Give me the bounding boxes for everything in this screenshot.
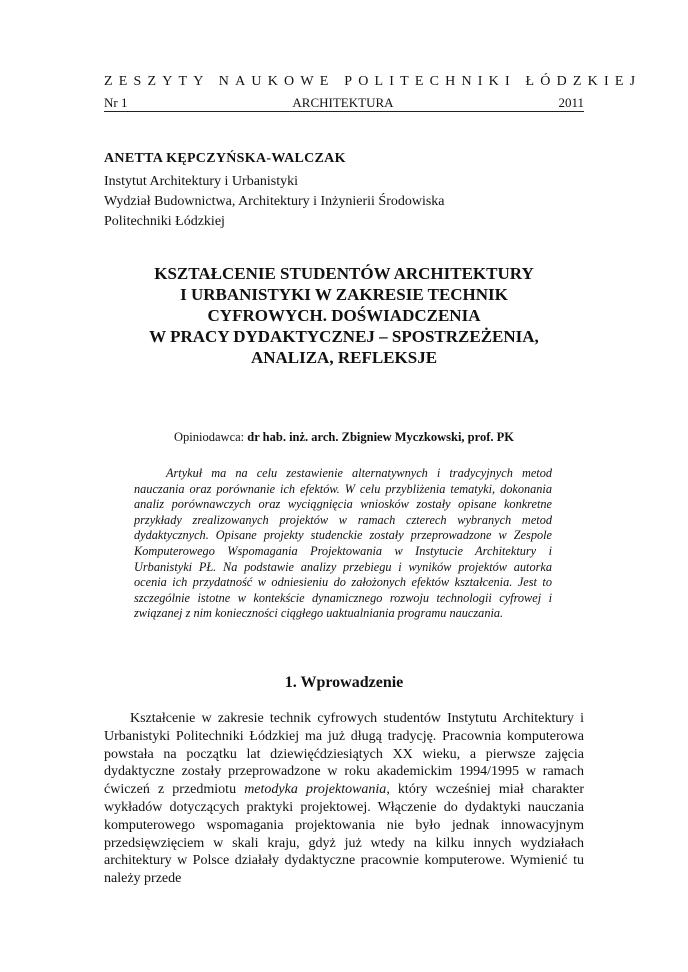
reviewer-label: Opiniodawca: bbox=[174, 430, 245, 444]
issue-line bbox=[104, 96, 584, 112]
abstract: Artykuł ma na celu zestawienie alternatywnych i tradycyjnych metod nauczania oraz porównanie ich efektów. W celu przybliżenia tematyki, dokonania analiz porównawczych oraz wyciągnięcia wniosków zostały opisane konkretne przykłady zrealizowanych projektów w ramach czterech wybranych metod dydaktycznych. Opisane projekty studenckie zostały przeprowadzone w Zespole Komputerowego Wspomagania Projektowania w Instytucie Architektury i Urbanistyki PŁ. Na podstawie analizy przebiegu i wyników projektów autorka ocenia ich przydatność w odniesieniu do założonych efektów kształcenia. Jest to szczególnie istotne w kontekście dynamicznego rozwoju technologii cyfrowej i związanej z nim konieczności ciągłego uaktualniania programu nauczania. bbox=[134, 466, 552, 621]
paper-title bbox=[104, 263, 584, 368]
affiliation-line: Politechniki Łódzkiej bbox=[104, 214, 225, 229]
section-heading: 1. Wprowadzenie bbox=[284, 674, 404, 691]
series-name: ARCHITEKTURA bbox=[292, 95, 394, 110]
title-line: W PRACY DYDAKTYCZNEJ – SPOSTRZEŻENIA, bbox=[149, 327, 539, 346]
reviewer-name: dr hab. inż. arch. Zbigniew Myczkowski, prof. PK bbox=[247, 430, 514, 444]
issue-number: Nr 1 bbox=[104, 95, 128, 110]
title-line: KSZTAŁCENIE STUDENTÓW ARCHITEKTURY bbox=[154, 264, 534, 283]
author-name: ANETTA KĘPCZYŃSKA-WALCZAK bbox=[104, 151, 346, 166]
issue-year: 2011 bbox=[558, 95, 584, 110]
journal-name: ZESZYTY NAUKOWE POLITECHNIKI ŁÓDZKIEJ bbox=[104, 74, 642, 89]
reviewer-line bbox=[104, 430, 584, 445]
body-text: Kształcenie w zakresie technik cyfrowych studentów Instytutu Architektury i Urbanistyki Politechniki Łódzkiej ma już długą tradycję. Pracownia komputerowa powstała na początku lat dziewięćdziesiątych XX wieku, a pierwsze zajęcia dydaktyczne zostały przeprowadzone w roku akademickim 1994/1995 w ramach ćwiczeń z przedmiotu bbox=[104, 711, 584, 798]
title-line: I URBANISTYKI W ZAKRESIE TECHNIK bbox=[180, 285, 508, 304]
body-text: , który wcześniej miał charakter wykładów dotyczących praktyki projektowej. Włączenie do dydaktyki nauczania komputerowego wspomagania projektowania nie było jednak innowacyjnym przedsięwzięciem w skali kraju, gdyż już wtedy na kilku innych wydziałach architektury w Polsce działały dydaktyczne pracownie komputerowe. Wymienić tu należy przede bbox=[104, 782, 584, 887]
body-paragraph bbox=[104, 710, 584, 888]
affiliation-line: Instytut Architektury i Urbanistyki bbox=[104, 174, 299, 189]
title-line: ANALIZA, REFLEKSJE bbox=[250, 348, 438, 367]
title-line: CYFROWYCH. DOŚWIADCZENIA bbox=[207, 306, 481, 325]
author-affiliation bbox=[104, 172, 445, 232]
body-text-italic: metodyka projektowania bbox=[244, 782, 387, 798]
affiliation-line: Wydział Budownictwa, Architektury i Inżynierii Środowiska bbox=[104, 194, 445, 209]
